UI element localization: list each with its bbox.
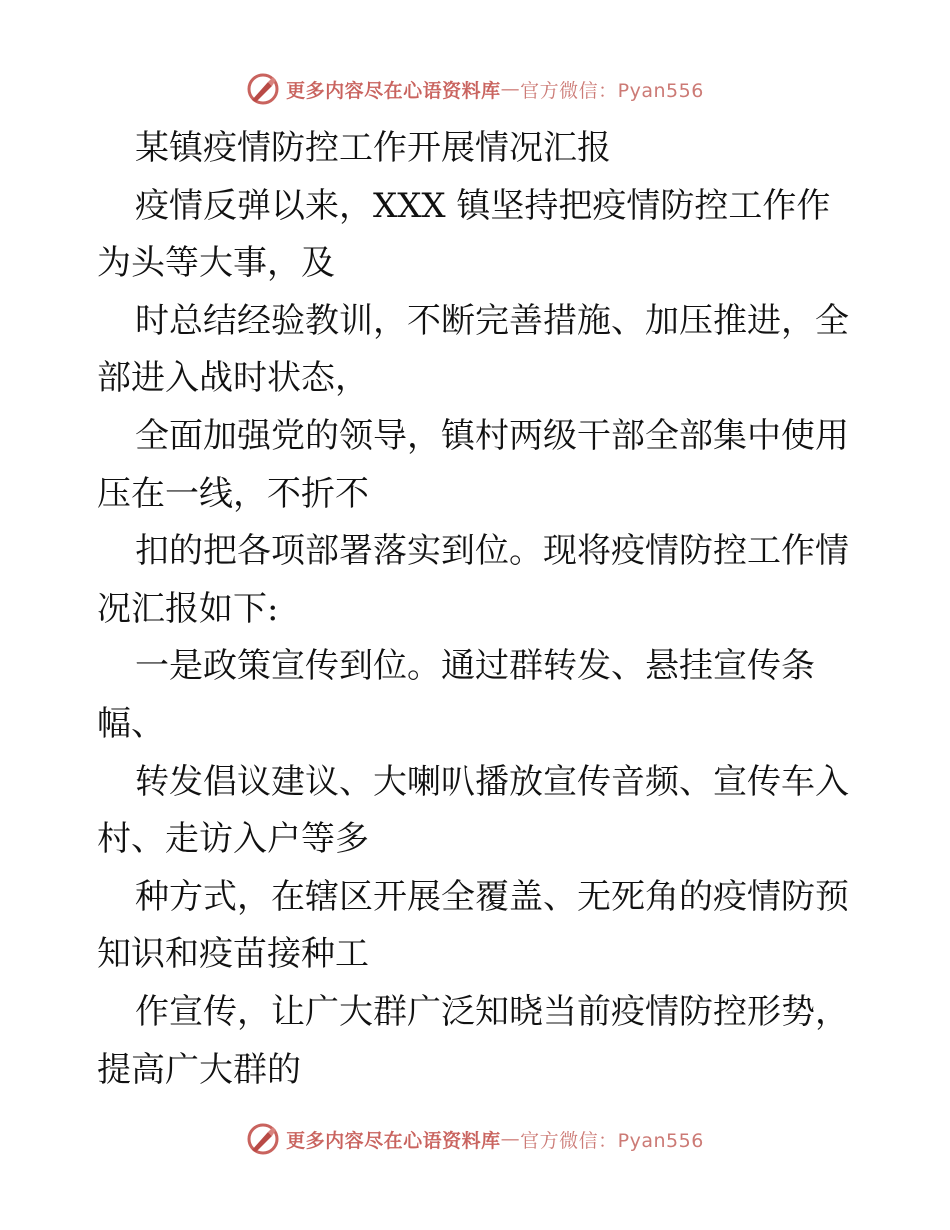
watermark-separator: —: [500, 1128, 521, 1150]
pen-logo-icon: [246, 72, 280, 106]
watermark-site-name: 更多内容尽在心语资料库: [286, 79, 501, 102]
paragraph: 作宣传，让广大群广泛知晓当前疫情防控形势，提高广大群的: [97, 991, 849, 1090]
pen-logo-icon: [246, 1122, 280, 1156]
document-title: 某镇疫情防控工作开展情况汇报: [135, 128, 611, 168]
paragraph: 时总结经验教训，不断完善措施、加压推进，全部进入战时状态，: [97, 300, 849, 399]
header-watermark: [0, 72, 950, 106]
paragraph: 转发倡议建议、大喇叭播放宣传音频、宣传车入村、走访入户等多: [97, 761, 849, 860]
document-body: [97, 120, 857, 1099]
footer-watermark: [0, 1122, 950, 1156]
paragraph: 种方式，在辖区开展全覆盖、无死角的疫情防预知识和疫苗接种工: [97, 876, 849, 975]
watermark-wechat: 官方微信：Pyan556: [520, 1129, 704, 1152]
paragraph: 扣的把各项部署落实到位。现将疫情防控工作情况汇报如下:: [97, 531, 849, 629]
paragraph: 一是政策宣传到位。通过群转发、悬挂宣传条幅、: [97, 646, 815, 744]
watermark-site-name: 更多内容尽在心语资料库: [286, 1129, 501, 1152]
watermark-wechat: 官方微信：Pyan556: [520, 79, 704, 102]
watermark-separator: —: [500, 78, 521, 100]
paragraph: 全面加强党的领导，镇村两级干部全部集中使用压在一线，不折不: [97, 415, 849, 514]
paragraph: 疫情反弹以来，XXX 镇坚持把疫情防控工作作为头等大事，及: [97, 185, 831, 284]
